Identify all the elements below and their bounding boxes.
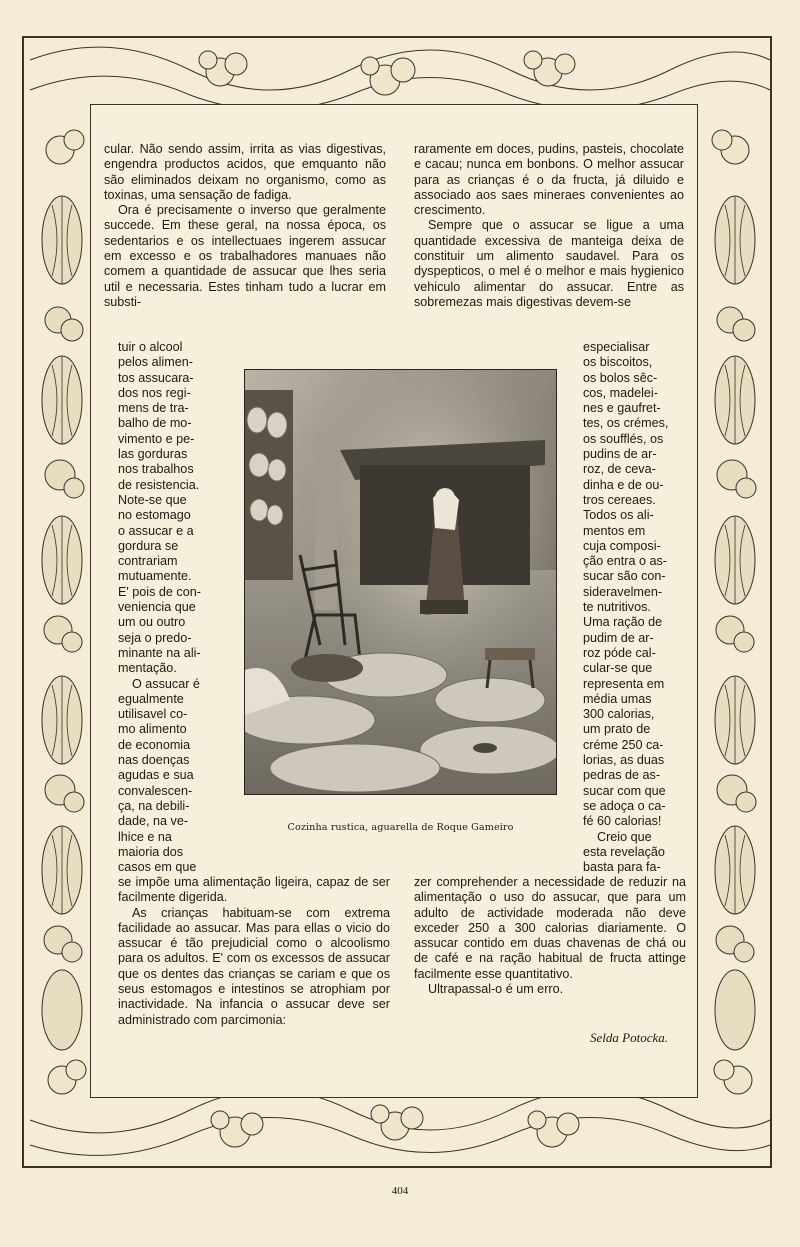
text-line: 300 calorias, xyxy=(583,707,655,722)
text-line: se adoça o ca- xyxy=(583,798,666,813)
text-line: os soufflés, os xyxy=(583,431,664,446)
text-line: um prato de xyxy=(583,722,651,737)
text-line: cular-se que xyxy=(583,661,653,676)
text-line: vimento e pe- xyxy=(118,431,195,446)
text-line: de economia xyxy=(118,737,191,752)
text-line: agudas e sua xyxy=(118,768,194,783)
text-line: mentação. xyxy=(118,661,177,676)
text-line: veniencia que xyxy=(118,600,196,615)
text-line: pudins de ar- xyxy=(583,447,657,462)
text-line: tos assucara- xyxy=(118,370,194,385)
text-line: Creio que xyxy=(597,829,652,844)
text-line: média umas xyxy=(583,691,652,706)
text-line: cos, madelei- xyxy=(583,385,658,400)
text-line: ção entra o as- xyxy=(583,554,668,569)
right-column-wrap-text xyxy=(583,340,687,875)
paragraph: raramente em doces, pudins, pasteis, chocolate e cacau; nunca em bonbons. O melhor assucar para as crianças é o da fructa, já diluido e associado aos saes mineraes convenientes ao crescimento. xyxy=(414,142,684,218)
text-line: pudim de ar- xyxy=(583,630,654,645)
paragraph: cular. Não sendo assim, irrita as vias digestivas, engendra productos acidos, que emquanto não são eliminados deixam no organismo, como as toxinas, uma sensação de fadiga. xyxy=(104,142,386,202)
text-line: cuja composi- xyxy=(583,538,661,553)
text-line: dos nos regi- xyxy=(118,385,191,400)
text-line: roz, de ceva- xyxy=(583,462,656,477)
left-column-wrap-text xyxy=(118,340,226,875)
text-line: E' pois de con- xyxy=(118,584,201,599)
text-line: os biscoitos, xyxy=(583,355,653,370)
text-line: o assucar e a xyxy=(118,523,194,538)
right-column-top xyxy=(414,142,684,310)
paragraph: Sempre que o assucar se ligue a uma quantidade excessiva de manteiga deixa de constituir um alimento saudavel. Para os dyspepticos, o mel é o melhor e mais hygienico vehiculo alimentar do assucar. Entre as sobremezas mais digestivas devem-se xyxy=(414,218,684,309)
text-line: O assucar é xyxy=(132,676,200,691)
paragraph: As crianças habituam-se com extrema facilidade ao assucar. Mas para ellas o vicio do assucar é tão prejudicial como o alcoolismo para os adultos. E' com os excessos de assucar que os dentes das crianças se cariam e que os seus estomagos e intestinos se atrophiam por inactividade. Na infancia o assucar deve ser administrado com parcimonia: xyxy=(118,905,390,1027)
illustration-caption: Cozinha rustica, aguarella de Roque Gameiro xyxy=(287,822,514,833)
text-line: nes e gaufret- xyxy=(583,401,661,416)
text-line: pelos alimen- xyxy=(118,355,193,370)
text-line: roz póde cal- xyxy=(583,645,656,660)
text-line: pedras de as- xyxy=(583,768,661,783)
text-line: Uma ração de xyxy=(583,615,663,630)
text-line: no estomago xyxy=(118,508,191,523)
text-line: casos em que xyxy=(118,860,197,875)
text-line: um ou outro xyxy=(118,615,186,630)
text-line: representa em xyxy=(583,676,665,691)
text-line: basta para fa- xyxy=(583,860,661,875)
text-line: Note-se que xyxy=(118,492,187,507)
text-line: mo alimento xyxy=(118,722,187,737)
left-column-top xyxy=(104,142,386,310)
text-line: sucar com que xyxy=(583,783,666,798)
text-line: tes, os crémes, xyxy=(583,416,669,431)
text-line: Todos os ali- xyxy=(583,508,654,523)
text-line: sucar são con- xyxy=(583,569,666,584)
text-line: os bolos sêc- xyxy=(583,370,658,385)
text-line: mens de tra- xyxy=(118,401,189,416)
paragraph: Ora é precisamente o inverso que geralmente succede. Em these geral, na nossa época, os sedentarios e os intellectuaes ingerem assucar em excesso e os trabalhadores manuaes não comem a quantidade de assucar que lhes seria util e necessaria. Estes tinham tudo a lucrar em substi- xyxy=(104,203,386,309)
page-number: 404 xyxy=(391,1185,409,1197)
text-line: mentos em xyxy=(583,523,646,538)
text-line: ça, na debili- xyxy=(118,798,190,813)
text-line: te nutritivos. xyxy=(583,600,651,615)
text-line: mutuamente. xyxy=(118,569,192,584)
text-line: lhice e na xyxy=(118,829,172,844)
text-line: esta revelação xyxy=(583,844,665,859)
text-line: sideravelmen- xyxy=(583,584,663,599)
text-line: lorias, as duas xyxy=(583,753,665,768)
text-line: dinha e de ou- xyxy=(583,477,664,492)
text-line: nas doenças xyxy=(118,753,190,768)
text-line: contrariam xyxy=(118,554,178,569)
text-line: fé 60 calorias! xyxy=(583,814,662,829)
text-line: minante na ali- xyxy=(118,645,201,660)
text-line: egualmente xyxy=(118,691,184,706)
text-line: especialisar xyxy=(583,340,650,354)
kitchen-illustration xyxy=(244,369,557,795)
text-line: dade, na ve- xyxy=(118,814,189,829)
text-line: tuir o alcool xyxy=(118,340,183,354)
text-line: maioria dos xyxy=(118,844,184,859)
text-line: gordura se xyxy=(118,538,179,553)
text-line: utilisavel co- xyxy=(118,707,188,722)
author-signature: Selda Potocka. xyxy=(590,1030,668,1045)
text-line: tros cereaes. xyxy=(583,492,656,507)
paragraph: Ultrapassal-o é um erro. xyxy=(428,982,564,997)
paragraph: se impõe uma alimentação ligeira, capaz de ser facilmente digerida. xyxy=(118,875,390,905)
text-line: créme 250 ca- xyxy=(583,737,664,752)
text-line: balho de mo- xyxy=(118,416,192,431)
paragraph: zer comprehender a necessidade de reduzir na alimentação o uso do assucar, que para um adulto de actividade moderada não deve exceder 250 a 300 calorias diariamente. O assucar contido em duas chavenas de chá ou de café e na ração habitual de fructa attinge facilmente esse quantitativo. xyxy=(414,875,686,981)
text-line: nos trabalhos xyxy=(118,462,194,477)
text-line: de resistencia. xyxy=(118,477,200,492)
left-column-bottom xyxy=(118,875,390,1028)
text-line: convalescen- xyxy=(118,783,193,798)
text-line: las gorduras xyxy=(118,447,188,462)
text-line: seja o predo- xyxy=(118,630,192,645)
right-column-bottom xyxy=(414,875,686,997)
